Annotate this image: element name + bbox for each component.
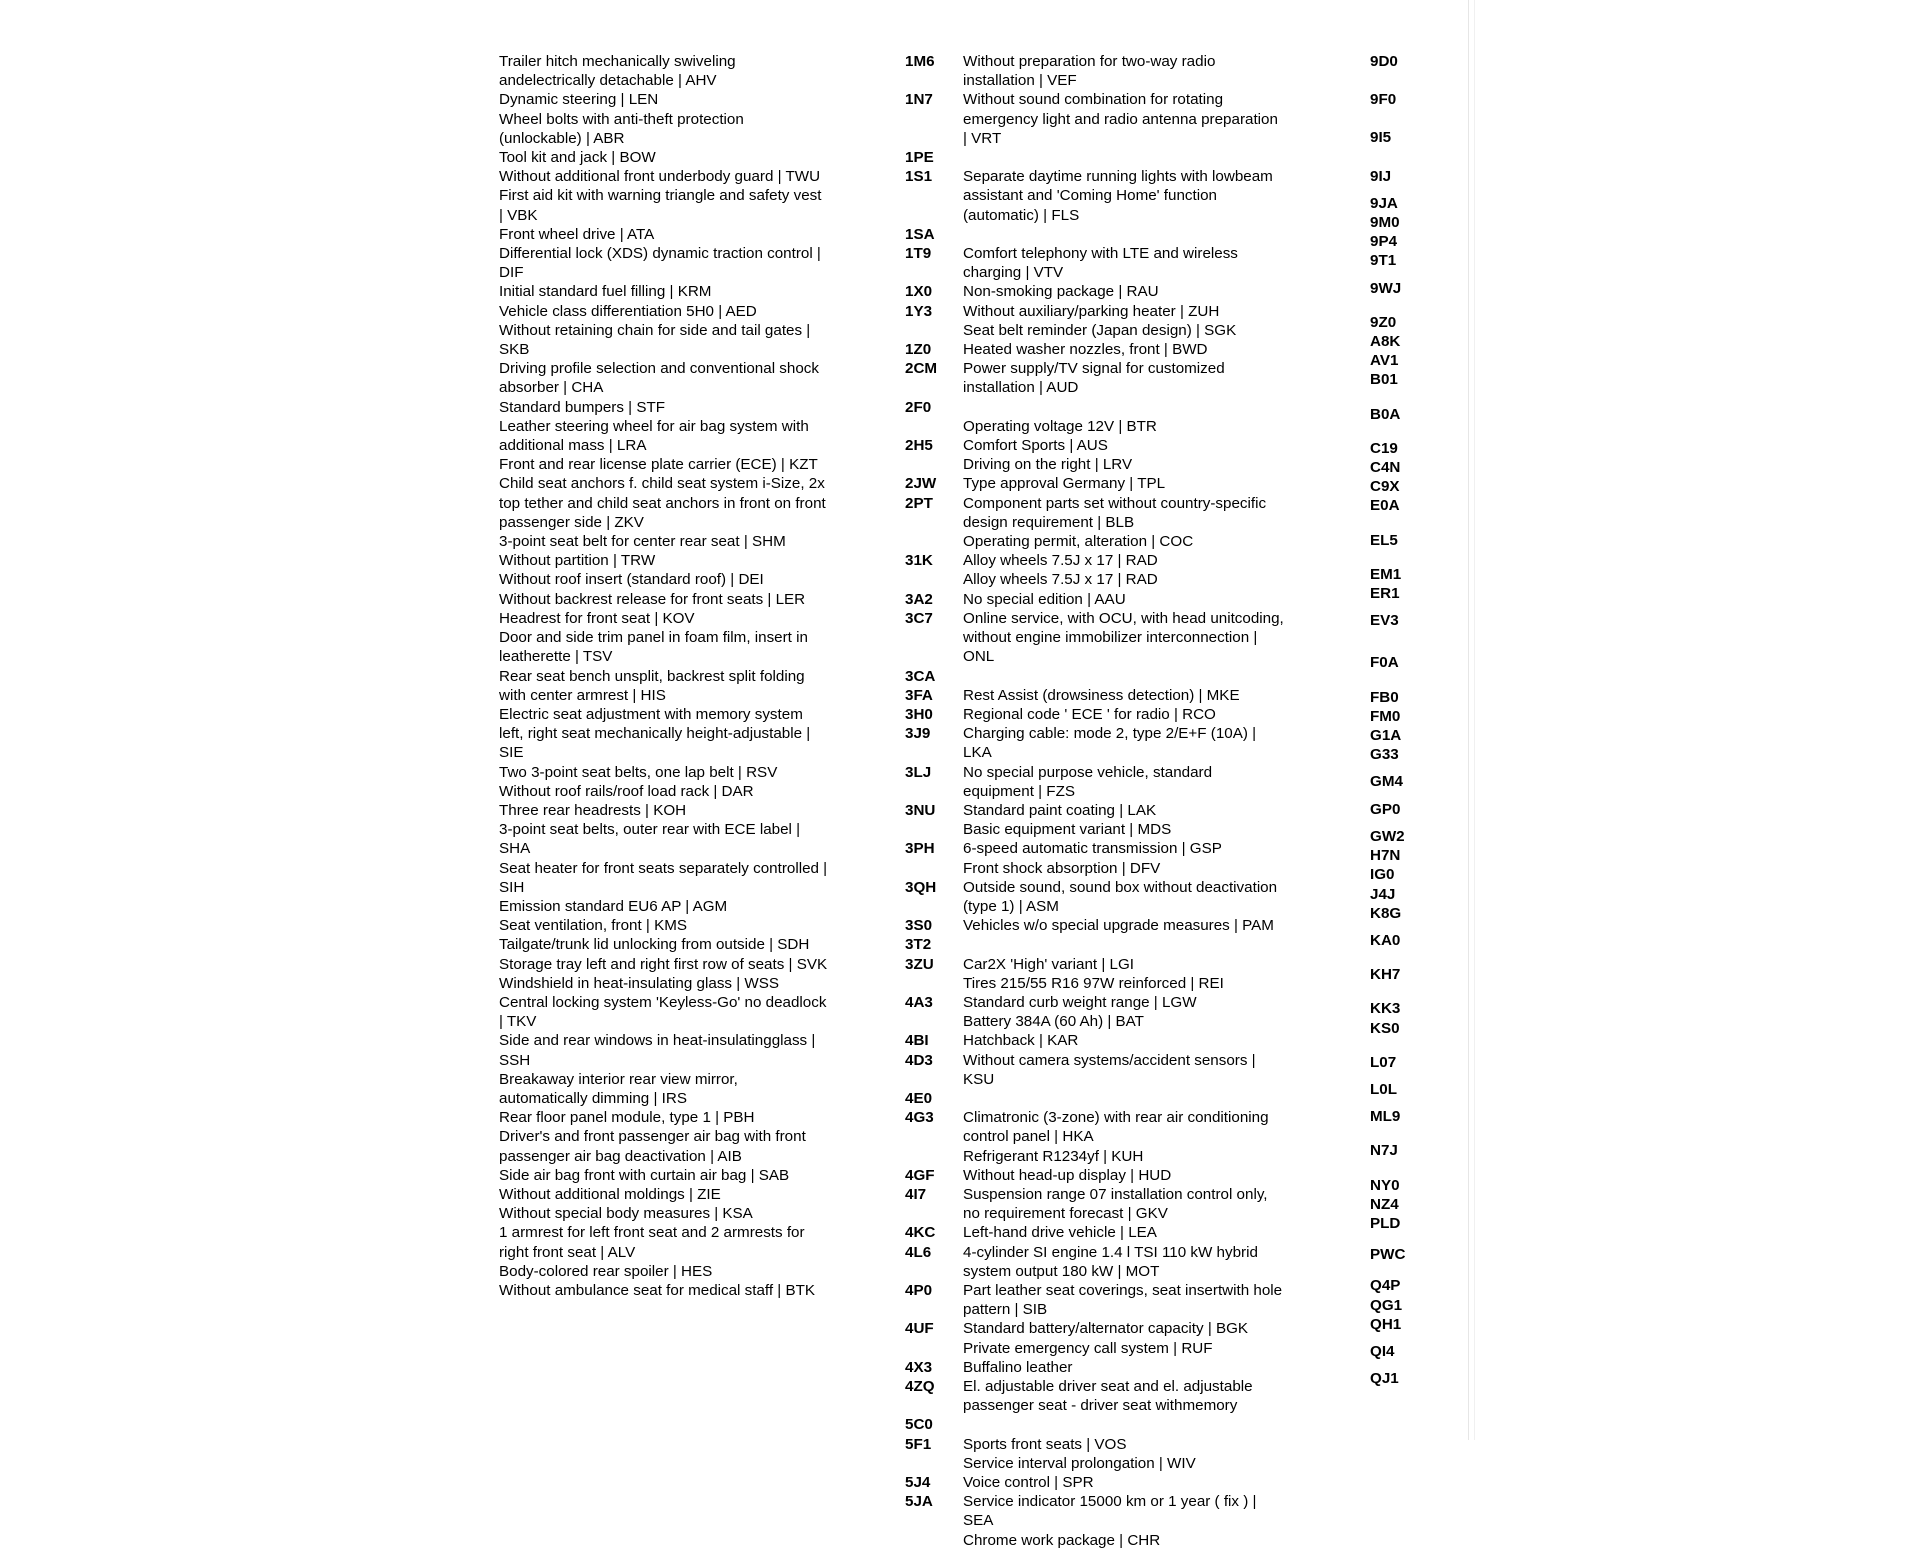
option-code: 4GF: [905, 1166, 935, 1184]
option-code: A8K: [1370, 333, 1401, 351]
option-code: 9WJ: [1370, 279, 1402, 297]
list-item: Body-colored rear spoiler | HES: [499, 1262, 713, 1280]
option-description: Part leather seat coverings, seat insertwith hole pattern | SIB: [963, 1282, 1283, 1319]
list-item: Windshield in heat-insulating glass | WSS: [499, 974, 779, 992]
option-description: Sports front seats | VOS: [963, 1435, 1127, 1453]
list-item: Child seat anchors f. child seat system i-Size, 2x top tether and child seat anchors in front on front passenger side | ZKV: [499, 475, 826, 531]
list-item: Driving profile selection and conventional shock absorber | CHA: [499, 360, 819, 397]
table-row: [905, 993, 1285, 1012]
option-code: EL5: [1370, 531, 1398, 549]
table-row: [905, 1281, 1285, 1319]
option-code: 5F1: [905, 1435, 932, 1453]
table-row: [905, 1339, 1285, 1358]
option-description: Online service, with OCU, with head unitcoding, without engine immobilizer interconnection | ONL: [963, 609, 1284, 666]
option-code: G1A: [1370, 727, 1402, 745]
table-row: [905, 839, 1285, 858]
table-row: [905, 974, 1285, 993]
option-description: Buffalino leather: [963, 1358, 1073, 1376]
table-row: [905, 1051, 1285, 1089]
option-code: 1Y3: [905, 302, 933, 320]
option-code: 4UF: [905, 1320, 934, 1338]
option-description: Private emergency call system | RUF: [963, 1339, 1213, 1357]
table-row: [905, 340, 1285, 359]
option-code: 3S0: [905, 917, 933, 935]
option-description: Without camera systems/accident sensors | KSU: [963, 1051, 1256, 1088]
list-item: Breakaway interior rear view mirror, automatically dimming | IRS: [499, 1070, 738, 1107]
option-code: 3PH: [905, 840, 935, 858]
list-item: Storage tray left and right first row of seats | SVK: [499, 955, 828, 973]
option-description: Comfort Sports | AUS: [963, 437, 1108, 455]
table-row: [905, 494, 1285, 532]
option-code: 1T9: [905, 245, 932, 263]
option-code: 4D3: [905, 1051, 933, 1069]
option-description: Front shock absorption | DFV: [963, 859, 1161, 877]
list-item: Without roof insert (standard roof) | DEI: [499, 571, 764, 589]
table-row: [905, 1454, 1285, 1473]
option-description: Seat belt reminder (Japan design) | SGK: [963, 321, 1237, 339]
option-description: Basic equipment variant | MDS: [963, 821, 1172, 839]
option-code: QH1: [1370, 1315, 1402, 1333]
option-description: Comfort telephony with LTE and wireless charging | VTV: [963, 245, 1238, 282]
list-item: Rear seat bench unsplit, backrest split folding with center armrest | HIS: [499, 667, 805, 704]
option-code: 4G3: [905, 1109, 934, 1127]
option-code: 4ZQ: [905, 1378, 935, 1396]
option-description: Car2X 'High' variant | LGI: [963, 955, 1134, 973]
option-code: J4J: [1370, 885, 1396, 903]
option-description: Operating permit, alteration | COC: [963, 533, 1194, 551]
option-code: 9Z0: [1370, 313, 1397, 331]
table-row: [905, 1089, 1285, 1108]
table-row: [905, 1147, 1285, 1166]
list-item: Dynamic steering | LEN: [499, 91, 659, 109]
option-code: ER1: [1370, 585, 1400, 603]
option-code: 5J4: [905, 1474, 931, 1492]
option-code: 3NU: [905, 801, 936, 819]
list-item: Side and rear windows in heat-insulatingglass | SSH: [499, 1032, 816, 1069]
option-code: 3ZU: [905, 955, 934, 973]
list-item: Driver's and front passenger air bag with front passenger air bag deactivation | AIB: [499, 1128, 806, 1165]
option-description: Service interval prolongation | WIV: [963, 1454, 1196, 1472]
option-code: IG0: [1370, 866, 1395, 884]
option-code: KH7: [1370, 966, 1401, 984]
option-code: 31K: [905, 552, 933, 570]
table-row: [905, 282, 1285, 301]
table-row: [905, 1319, 1285, 1338]
option-code: 4E0: [905, 1089, 933, 1107]
option-description: Tires 215/55 R16 97W reinforced | REI: [963, 974, 1224, 992]
list-item: Without partition | TRW: [499, 552, 656, 570]
table-row: [905, 1473, 1285, 1492]
option-code: GW2: [1370, 827, 1405, 845]
option-code: GM4: [1370, 773, 1403, 791]
table-row: [905, 570, 1285, 589]
table-row: [905, 1377, 1285, 1415]
option-code: 9D0: [1370, 53, 1398, 70]
option-code: KS0: [1370, 1019, 1400, 1037]
option-description: Service indicator 15000 km or 1 year ( fix ) | SEA: [963, 1493, 1257, 1530]
option-code: 1X0: [905, 283, 933, 301]
option-code: B0A: [1370, 405, 1401, 423]
list-item: Without additional moldings | ZIE: [499, 1185, 721, 1203]
option-description: Rest Assist (drowsiness detection) | MKE: [963, 686, 1240, 704]
option-code: F0A: [1370, 654, 1399, 672]
table-row: [905, 148, 1285, 167]
option-code: PWC: [1370, 1246, 1406, 1264]
option-description: Driving on the right | LRV: [963, 456, 1133, 474]
table-row: [905, 1243, 1285, 1281]
list-item: First aid kit with warning triangle and safety vest | VBK: [499, 187, 822, 224]
table-row: [905, 474, 1285, 493]
list-item: Without roof rails/roof load rack | DAR: [499, 782, 754, 800]
option-description: 6-speed automatic transmission | GSP: [963, 840, 1222, 858]
table-row: [905, 1012, 1285, 1031]
option-description: Left-hand drive vehicle | LEA: [963, 1224, 1157, 1242]
option-code: 1N7: [905, 91, 933, 109]
option-code: 3C7: [905, 609, 933, 627]
table-row: [905, 686, 1285, 705]
list-item: Seat ventilation, front | KMS: [499, 917, 687, 935]
equipment-list-middle-column: [905, 52, 1285, 1550]
option-code: ML9: [1370, 1108, 1401, 1126]
option-description: Without preparation for two-way radio installation | VEF: [963, 53, 1216, 90]
table-row: [905, 167, 1285, 225]
table-row: [905, 1223, 1285, 1242]
equipment-list-left-column: [499, 52, 829, 1300]
equipment-code-right-column: [1370, 52, 1460, 1388]
option-code: 2JW: [905, 475, 937, 493]
option-description: Alloy wheels 7.5J x 17 | RAD: [963, 571, 1158, 589]
table-row: [905, 302, 1285, 321]
option-description: Battery 384A (60 Ah) | BAT: [963, 1013, 1144, 1031]
list-item: Vehicle class differentiation 5H0 | AED: [499, 302, 757, 320]
option-description: Heated washer nozzles, front | BWD: [963, 341, 1208, 359]
option-description: Alloy wheels 7.5J x 17 | RAD: [963, 552, 1158, 570]
option-code: H7N: [1370, 847, 1401, 865]
list-item: Electric seat adjustment with memory system left, right seat mechanically height-adjustable | SIE: [499, 705, 811, 762]
option-code: 4P0: [905, 1282, 933, 1299]
option-description: Voice control | SPR: [963, 1474, 1094, 1492]
option-description: Non-smoking package | RAU: [963, 283, 1159, 301]
option-code: 2H5: [905, 437, 933, 455]
table-row: [905, 225, 1285, 244]
option-code: 1SA: [905, 225, 935, 243]
option-code: 4L6: [905, 1243, 932, 1261]
option-code: FM0: [1370, 707, 1401, 725]
option-code: 9IJ: [1370, 167, 1392, 185]
option-code: 4I7: [905, 1185, 927, 1203]
table-row: [905, 667, 1285, 686]
option-code: QJ1: [1370, 1370, 1399, 1388]
option-description: Charging cable: mode 2, type 2/E+F (10A) | LKA: [963, 725, 1257, 762]
option-code: KA0: [1370, 931, 1401, 949]
option-code: 3T2: [905, 936, 932, 954]
table-row: [905, 724, 1285, 762]
list-item: 3-point seat belt for center rear seat | SHM: [499, 533, 786, 551]
option-code: Q4P: [1370, 1277, 1401, 1295]
option-description: No special edition | AAU: [963, 590, 1126, 608]
option-code: 9T1: [1370, 252, 1397, 270]
table-row: [905, 859, 1285, 878]
table-row: [905, 955, 1285, 974]
option-code: G33: [1370, 746, 1399, 764]
table-row: [905, 1166, 1285, 1185]
option-description: Type approval Germany | TPL: [963, 475, 1166, 493]
option-code: 4KC: [905, 1224, 936, 1242]
table-row: [905, 417, 1285, 436]
table-row: [905, 1415, 1285, 1434]
option-code: 5C0: [905, 1416, 933, 1434]
list-item: Front wheel drive | ATA: [499, 225, 655, 243]
option-code: 3QH: [905, 878, 937, 896]
option-code: 3H0: [905, 705, 933, 723]
table-row: [905, 916, 1285, 935]
list-item: 1 armrest for left front seat and 2 armrests for right front seat | ALV: [499, 1224, 805, 1261]
table-row: [905, 878, 1285, 916]
option-description: Vehicles w/o special upgrade measures | PAM: [963, 917, 1274, 935]
list-item: Emission standard EU6 AP | AGM: [499, 897, 728, 915]
option-code: QI4: [1370, 1342, 1395, 1360]
list-item: Side air bag front with curtain air bag | SAB: [499, 1166, 790, 1184]
table-row: [905, 705, 1285, 724]
option-code: 2CM: [905, 360, 938, 378]
option-description: Without sound combination for rotating emergency light and radio antenna preparation | VRT: [963, 91, 1278, 147]
option-description: No special purpose vehicle, standard equipment | FZS: [963, 763, 1213, 800]
option-description: Hatchback | KAR: [963, 1032, 1079, 1050]
option-description: Without head-up display | HUD: [963, 1166, 1172, 1184]
option-code: NZ4: [1370, 1195, 1399, 1213]
table-row: [905, 609, 1285, 667]
list-item: Three rear headrests | KOH: [499, 801, 687, 819]
option-code: 3CA: [905, 667, 936, 685]
option-code: K8G: [1370, 904, 1402, 922]
table-row: [905, 52, 1285, 90]
option-code: N7J: [1370, 1142, 1398, 1160]
option-code: C4N: [1370, 459, 1401, 477]
option-code: 9JA: [1370, 194, 1398, 212]
table-row: [905, 935, 1285, 954]
option-code: 2F0: [905, 398, 932, 416]
table-row: [905, 1435, 1285, 1454]
option-code: NY0: [1370, 1176, 1400, 1194]
table-row: [905, 1358, 1285, 1377]
table-row: [905, 801, 1285, 820]
table-row: [905, 590, 1285, 609]
table-row: [905, 455, 1285, 474]
option-description: Refrigerant R1234yf | KUH: [963, 1147, 1144, 1165]
option-description: El. adjustable driver seat and el. adjustable passenger seat - driver seat withmemory: [963, 1378, 1253, 1415]
option-description: Without auxiliary/parking heater | ZUH: [963, 302, 1220, 320]
option-code: QG1: [1370, 1296, 1403, 1314]
list-item: Trailer hitch mechanically swiveling andelectrically detachable | AHV: [499, 53, 736, 90]
list-item: Seat heater for front seats separately controlled | SIH: [499, 859, 828, 896]
list-item: Tool kit and jack | BOW: [499, 149, 656, 167]
option-description: Standard curb weight range | LGW: [963, 993, 1197, 1011]
option-code: EV3: [1370, 612, 1399, 630]
option-code: 3A2: [905, 590, 933, 608]
list-item: Two 3-point seat belts, one lap belt | RSV: [499, 763, 778, 781]
option-code: 3LJ: [905, 763, 932, 781]
option-code: 9F0: [1370, 91, 1397, 109]
table-row: [905, 1031, 1285, 1050]
option-description: Standard battery/alternator capacity | BGK: [963, 1320, 1249, 1338]
option-code: PLD: [1370, 1214, 1401, 1232]
option-description: Regional code ' ECE ' for radio | RCO: [963, 705, 1216, 723]
table-row: [905, 763, 1285, 801]
table-row: [905, 1185, 1285, 1223]
option-description: Climatronic (3-zone) with rear air conditioning control panel | HKA: [963, 1109, 1269, 1146]
option-code: E0A: [1370, 497, 1400, 515]
option-description: Operating voltage 12V | BTR: [963, 417, 1157, 435]
table-row: [905, 244, 1285, 282]
option-code: 4A3: [905, 993, 933, 1011]
option-description: 4-cylinder SI engine 1.4 l TSI 110 kW hybrid system output 180 kW | MOT: [963, 1243, 1258, 1280]
list-item: Central locking system 'Keyless-Go' no deadlock | TKV: [499, 993, 827, 1031]
option-code: GP0: [1370, 800, 1401, 818]
table-row: [905, 1531, 1285, 1550]
list-item: Rear floor panel module, type 1 | PBH: [499, 1109, 755, 1127]
option-code: L0L: [1370, 1080, 1398, 1098]
option-code: 1Z0: [905, 341, 932, 359]
list-item: Without backrest release for front seats | LER: [499, 590, 806, 608]
option-code: 4X3: [905, 1358, 933, 1376]
option-code: AV1: [1370, 352, 1399, 370]
list-item: Tailgate/trunk lid unlocking from outside | SDH: [499, 936, 810, 954]
list-item: Headrest for front seat | KOV: [499, 609, 695, 627]
list-item: Without retaining chain for side and tail gates | SKB: [499, 321, 811, 359]
option-code: 3FA: [905, 686, 933, 704]
option-code: FB0: [1370, 688, 1399, 706]
option-code: 5JA: [905, 1493, 933, 1511]
option-code: EM1: [1370, 565, 1402, 583]
option-code: 1M6: [905, 53, 935, 70]
option-description: Separate daytime running lights with lowbeam assistant and 'Coming Home' function (automatic) | FLS: [963, 168, 1273, 224]
table-row: [905, 532, 1285, 551]
option-code: KK3: [1370, 1000, 1401, 1018]
option-description: Standard paint coating | LAK: [963, 801, 1157, 819]
option-code: B01: [1370, 371, 1398, 389]
list-item: Without special body measures | KSA: [499, 1205, 753, 1223]
option-description: Component parts set without country-specific design requirement | BLB: [963, 494, 1267, 531]
list-item: Leather steering wheel for air bag system with additional mass | LRA: [499, 417, 809, 455]
table-row: [905, 359, 1285, 397]
option-code: 9I5: [1370, 129, 1392, 147]
option-code: C19: [1370, 439, 1398, 457]
table-row: [905, 436, 1285, 455]
option-code: C9X: [1370, 478, 1400, 496]
table-row: [905, 1492, 1285, 1530]
table-row: [905, 398, 1285, 417]
option-code: 4BI: [905, 1032, 929, 1050]
table-row: [905, 90, 1285, 148]
list-item: Differential lock (XDS) dynamic traction control | DIF: [499, 245, 821, 282]
list-item: 3-point seat belts, outer rear with ECE label | SHA: [499, 821, 801, 858]
list-item: Without ambulance seat for medical staff | BTK: [499, 1282, 815, 1299]
list-item: Front and rear license plate carrier (ECE) | KZT: [499, 456, 818, 474]
option-description: Power supply/TV signal for customized installation | AUD: [963, 360, 1225, 397]
option-code: 3J9: [905, 725, 931, 743]
option-code: 1PE: [905, 149, 934, 167]
table-row: [905, 321, 1285, 340]
option-code: 9P4: [1370, 233, 1398, 251]
table-row: [905, 551, 1285, 570]
option-description: Outside sound, sound box without deactivation (type 1) | ASM: [963, 878, 1278, 915]
list-item: Wheel bolts with anti-theft protection (unlockable) | ABR: [499, 110, 744, 147]
table-row: [905, 820, 1285, 839]
table-row: [905, 1108, 1285, 1146]
list-item: Without additional front underbody guard | TWU: [499, 168, 821, 186]
option-code: 9M0: [1370, 214, 1400, 232]
option-code: 2PT: [905, 494, 933, 512]
list-item: Initial standard fuel filling | KRM: [499, 283, 712, 301]
list-item: Door and side trim panel in foam film, insert in leatherette | TSV: [499, 629, 808, 666]
option-code: 1S1: [905, 168, 933, 186]
option-code: L07: [1370, 1053, 1397, 1071]
option-description: Suspension range 07 installation control only, no requirement forecast | GKV: [963, 1185, 1268, 1223]
list-item: Standard bumpers | STF: [499, 398, 666, 416]
option-description: Chrome work package | CHR: [963, 1531, 1161, 1549]
